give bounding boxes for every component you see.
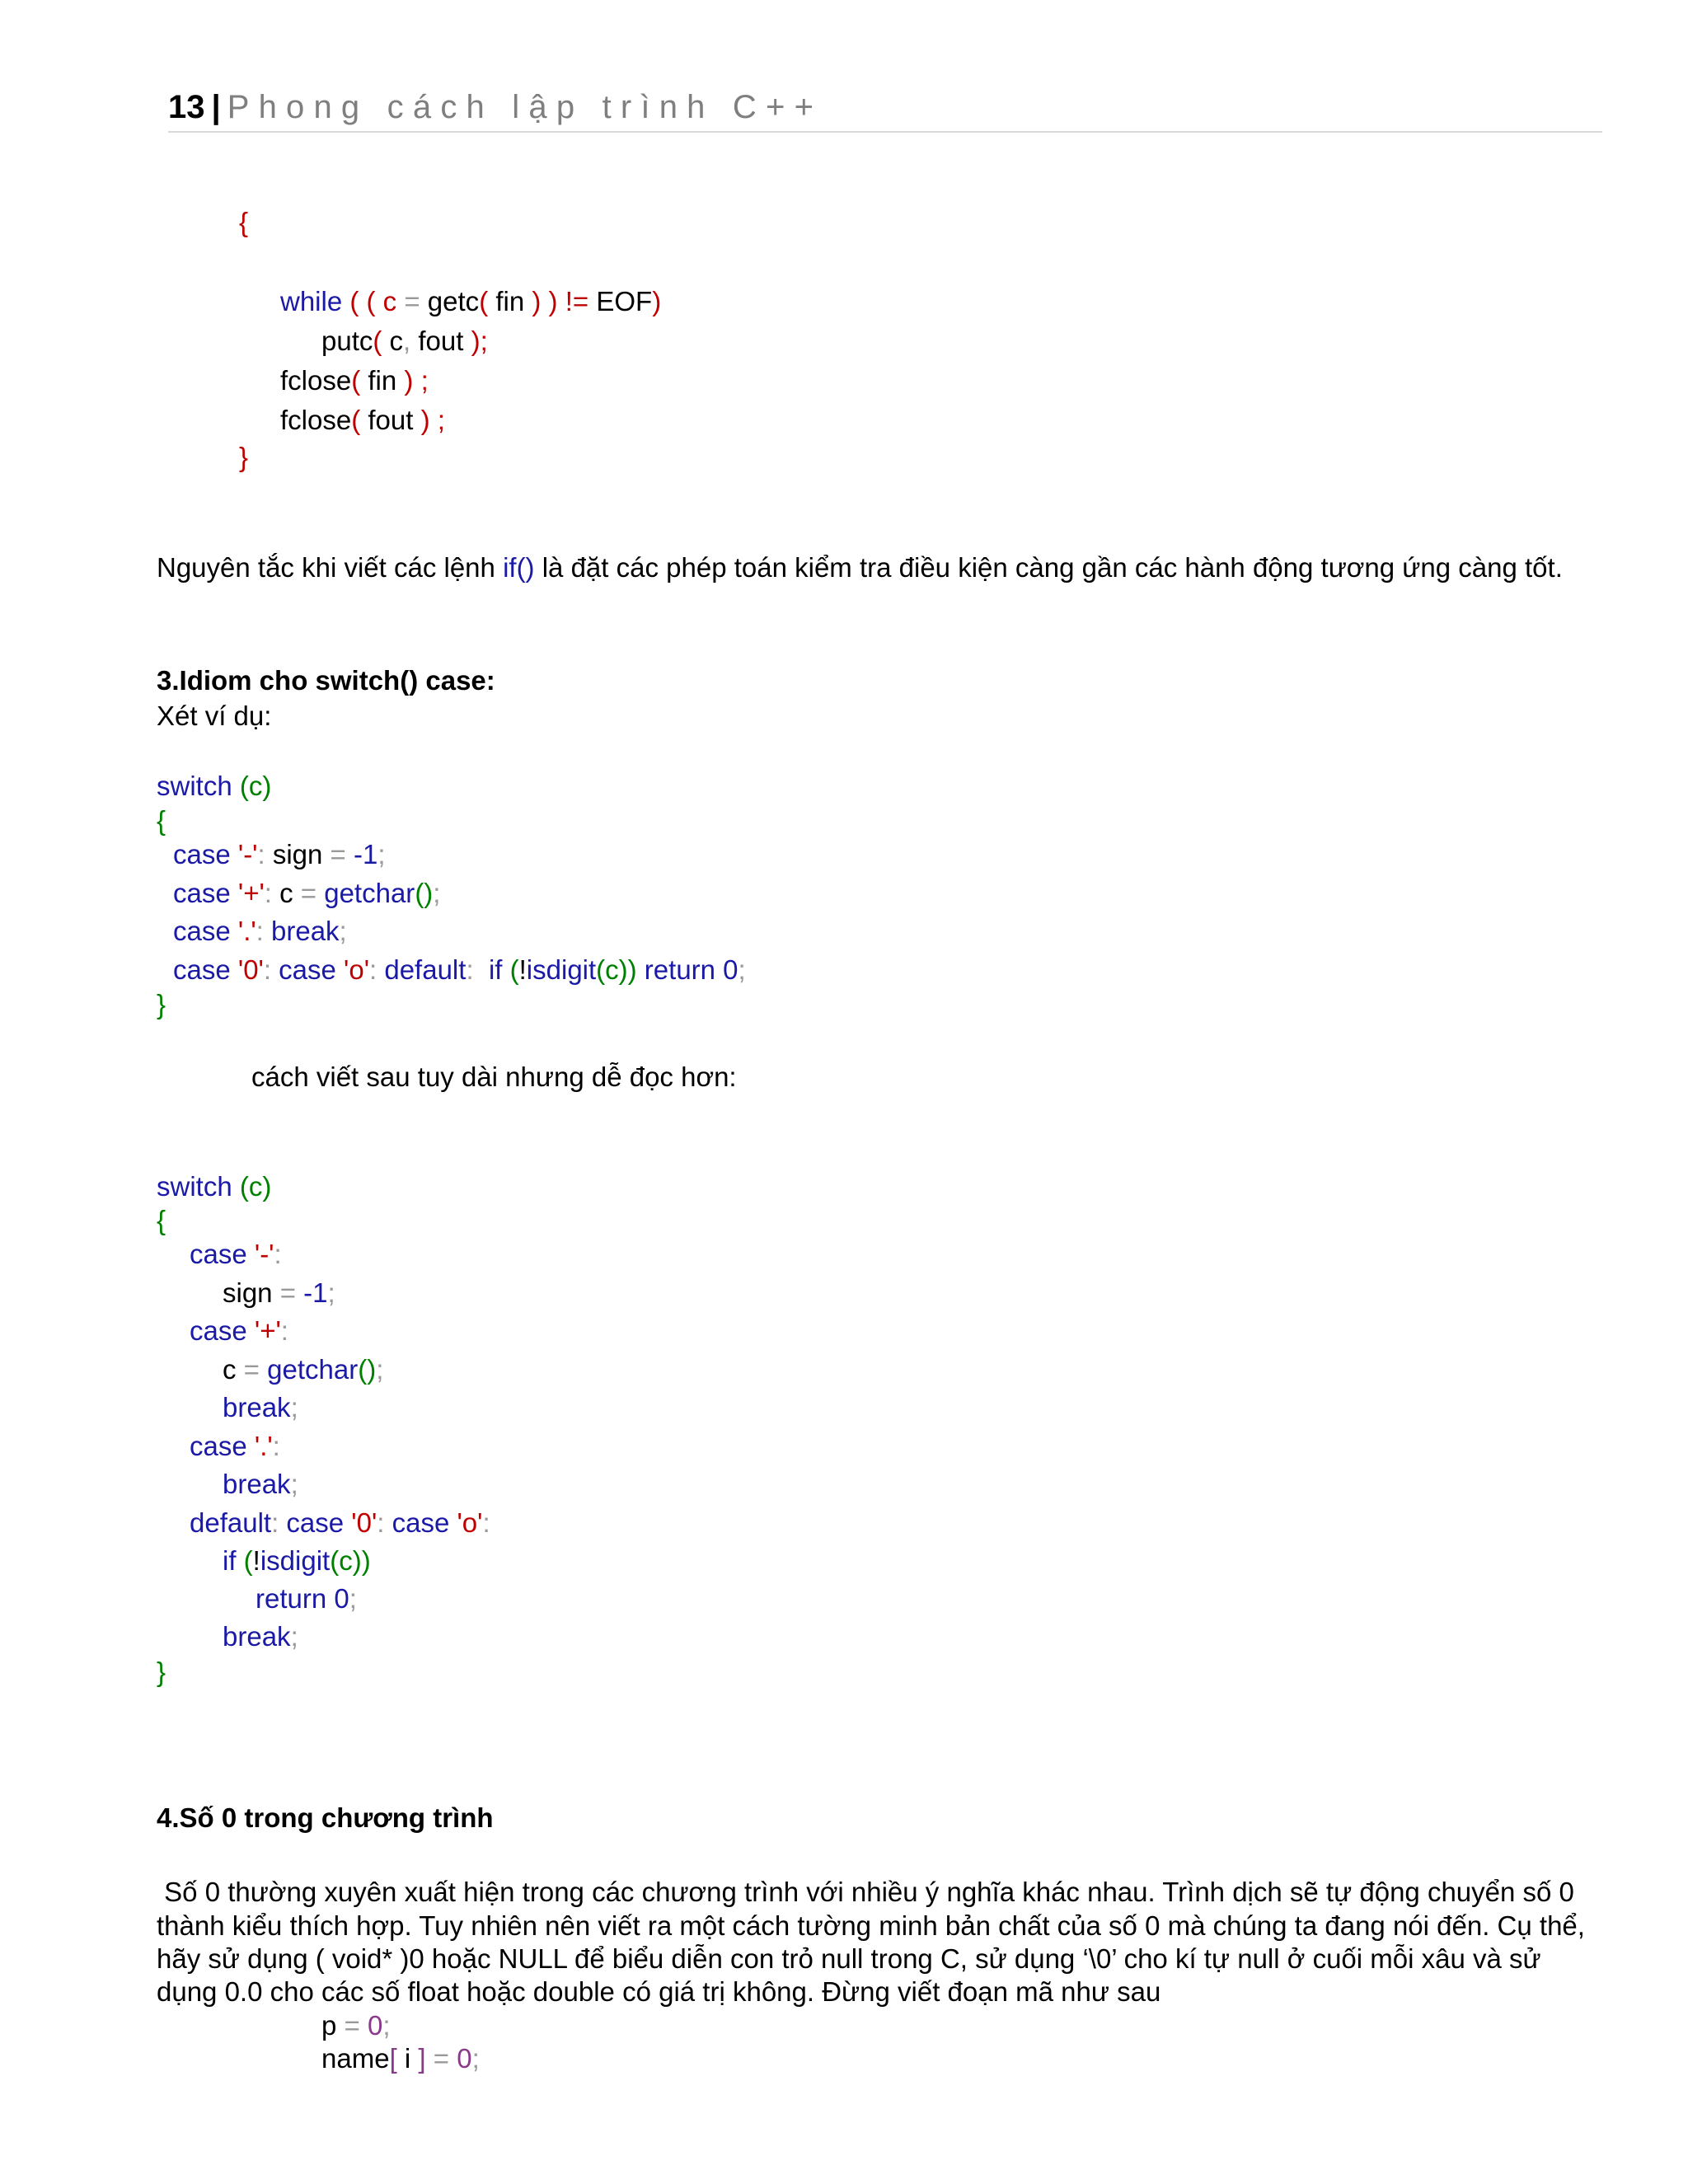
section-3-heading: 3.Idiom cho switch() case: <box>157 665 495 696</box>
paragraph-line: thành kiểu thích hợp. Tuy nhiên nên viết ra một cách tường minh bản chất của số 0 mà chúng ta đang nói đến. Cụ thể, <box>157 1910 1585 1941</box>
code-line: case '.': <box>190 1431 280 1461</box>
code-line: case '+': <box>190 1315 288 1346</box>
code-line: { <box>157 805 166 836</box>
code-line: case '0': case 'o': default: if (!isdigit(c)) return 0; <box>173 954 746 985</box>
header-title: Phong cách lập trình C++ <box>227 89 823 125</box>
code-line: p = 0; <box>321 2010 391 2041</box>
code-line: case '-': <box>190 1239 282 1269</box>
section-3-intro: Xét ví dụ: <box>157 701 272 731</box>
code-line: case '+': c = getchar(); <box>173 878 441 908</box>
header-rule <box>168 131 1602 133</box>
code-line: break; <box>223 1469 298 1499</box>
code-line: default: case '0': case 'o': <box>190 1507 490 1538</box>
page-header <box>168 87 823 128</box>
header-separator: | <box>211 89 221 125</box>
code-line: putc( c, fout ); <box>321 326 488 356</box>
code-line: fclose( fout ) ; <box>280 405 445 435</box>
code-line: return 0; <box>256 1583 357 1614</box>
code-line: case '-': sign = -1; <box>173 839 386 869</box>
code-line: case '.': break; <box>173 916 347 946</box>
code-line: while ( ( c = getc( fin ) ) != EOF) <box>280 286 662 316</box>
code-line: fclose( fin ) ; <box>280 365 429 396</box>
paragraph-if-rule: Nguyên tắc khi viết các lệnh if() là đặt các phép toán kiểm tra điều kiện càng gần các hành động tương ứng càng tốt. <box>157 552 1563 583</box>
page-number: 13 <box>168 89 205 125</box>
code-line: break; <box>223 1621 298 1652</box>
code-line: sign = -1; <box>223 1277 335 1308</box>
note-readable: cách viết sau tuy dài nhưng dễ đọc hơn: <box>251 1062 737 1092</box>
code-line: { <box>157 1205 166 1235</box>
code-line: c = getchar(); <box>223 1354 384 1385</box>
code-line: break; <box>223 1392 298 1422</box>
code-line: } <box>157 989 166 1019</box>
paragraph-line: Số 0 thường xuyên xuất hiện trong các chương trình với nhiều ý nghĩa khác nhau. Trình dịch sẽ tự động chuyển số 0 <box>157 1877 1574 1907</box>
paragraph-line: hãy sử dụng ( void* )0 hoặc NULL để biểu diễn con trỏ null trong C, sử dụng ‘\0’ cho kí tự null ở cuối mỗi xâu và sử <box>157 1943 1541 1974</box>
code-line: switch (c) <box>157 771 272 801</box>
paragraph-line: dụng 0.0 cho các số float hoặc double có giá trị không. Đừng viết đoạn mã như sau <box>157 1976 1161 2007</box>
code-line: name[ i ] = 0; <box>321 2043 480 2074</box>
code-line: switch (c) <box>157 1171 272 1202</box>
code-line: if (!isdigit(c)) <box>223 1545 371 1576</box>
section-4-heading: 4.Số 0 trong chương trình <box>157 1802 494 1833</box>
code-line: } <box>157 1657 166 1687</box>
code-line: { <box>239 207 249 237</box>
code-line: } <box>239 442 249 472</box>
